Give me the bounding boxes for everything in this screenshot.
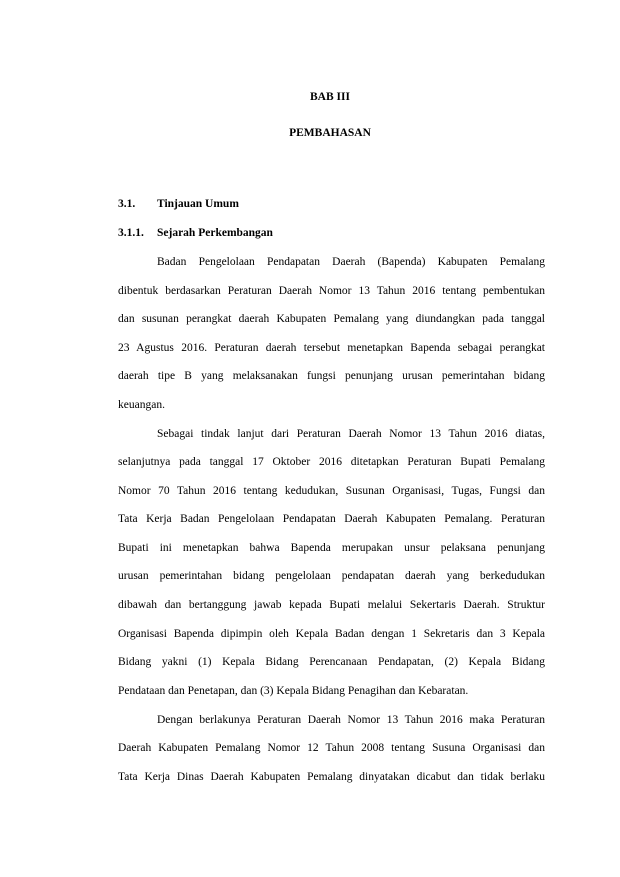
- subsection-title: Sejarah Perkembangan: [157, 227, 273, 239]
- paragraph-line: urusan pemerintahan bidang pengelolaan pendapatan daerah yang berkedudukan: [118, 570, 545, 582]
- paragraph-line: Nomor 70 Tahun 2016 tentang kedudukan, Susunan Organisasi, Tugas, Fungsi dan: [118, 485, 545, 497]
- paragraph-line: 23 Agustus 2016. Peraturan daerah tersebut menetapkan Bapenda sebagai perangkat: [118, 342, 545, 354]
- paragraph-line: Bupati ini menetapkan bahwa Bapenda merupakan unsur pelaksana penunjang: [118, 542, 545, 554]
- paragraph-line: Tata Kerja Badan Pengelolaan Pendapatan Daerah Kabupaten Pemalang. Peraturan: [118, 513, 545, 525]
- subsection-number: 3.1.1.: [118, 227, 144, 239]
- paragraph-line: Dengan berlakunya Peraturan Daerah Nomor 13 Tahun 2016 maka Peraturan: [157, 714, 545, 726]
- paragraph-line: Bidang yakni (1) Kepala Bidang Perencanaan Pendapatan, (2) Kepala Bidang: [118, 656, 545, 668]
- paragraph-line: daerah tipe B yang melaksanakan fungsi penunjang urusan pemerintahan bidang: [118, 370, 545, 382]
- section-number: 3.1.: [118, 198, 136, 210]
- paragraph-line: Tata Kerja Dinas Daerah Kabupaten Pemalang dinyatakan dicabut dan tidak berlaku: [118, 771, 545, 783]
- paragraph-line: dibentuk berdasarkan Peraturan Daerah Nomor 13 Tahun 2016 tentang pembentukan: [118, 285, 545, 297]
- paragraph-line: Organisasi Bapenda dipimpin oleh Kepala Badan dengan 1 Sekretaris dan 3 Kepala: [118, 628, 545, 640]
- section-title: Tinjauan Umum: [157, 198, 239, 210]
- paragraph-line: keuangan.: [118, 399, 165, 411]
- paragraph-line: dan susunan perangkat daerah Kabupaten Pemalang yang diundangkan pada tanggal: [118, 313, 545, 325]
- paragraph-line: Sebagai tindak lanjut dari Peraturan Daerah Nomor 13 Tahun 2016 diatas,: [157, 428, 545, 440]
- chapter-number: BAB III: [310, 91, 350, 103]
- paragraph-line: dibawah dan bertanggung jawab kepada Bupati melalui Sekertaris Daerah. Struktur: [118, 599, 545, 611]
- paragraph-line: Pendataan dan Penetapan, dan (3) Kepala Bidang Penagihan dan Kebaratan.: [118, 685, 469, 697]
- paragraph-line: Daerah Kabupaten Pemalang Nomor 12 Tahun 2008 tentang Susuna Organisasi dan: [118, 742, 545, 754]
- chapter-title: PEMBAHASAN: [289, 127, 371, 139]
- paragraph-line: Badan Pengelolaan Pendapatan Daerah (Bapenda) Kabupaten Pemalang: [157, 256, 545, 268]
- paragraph-line: selanjutnya pada tanggal 17 Oktober 2016 ditetapkan Peraturan Bupati Pemalang: [118, 456, 545, 468]
- subsection-heading: [118, 226, 273, 240]
- section-heading: [118, 197, 239, 211]
